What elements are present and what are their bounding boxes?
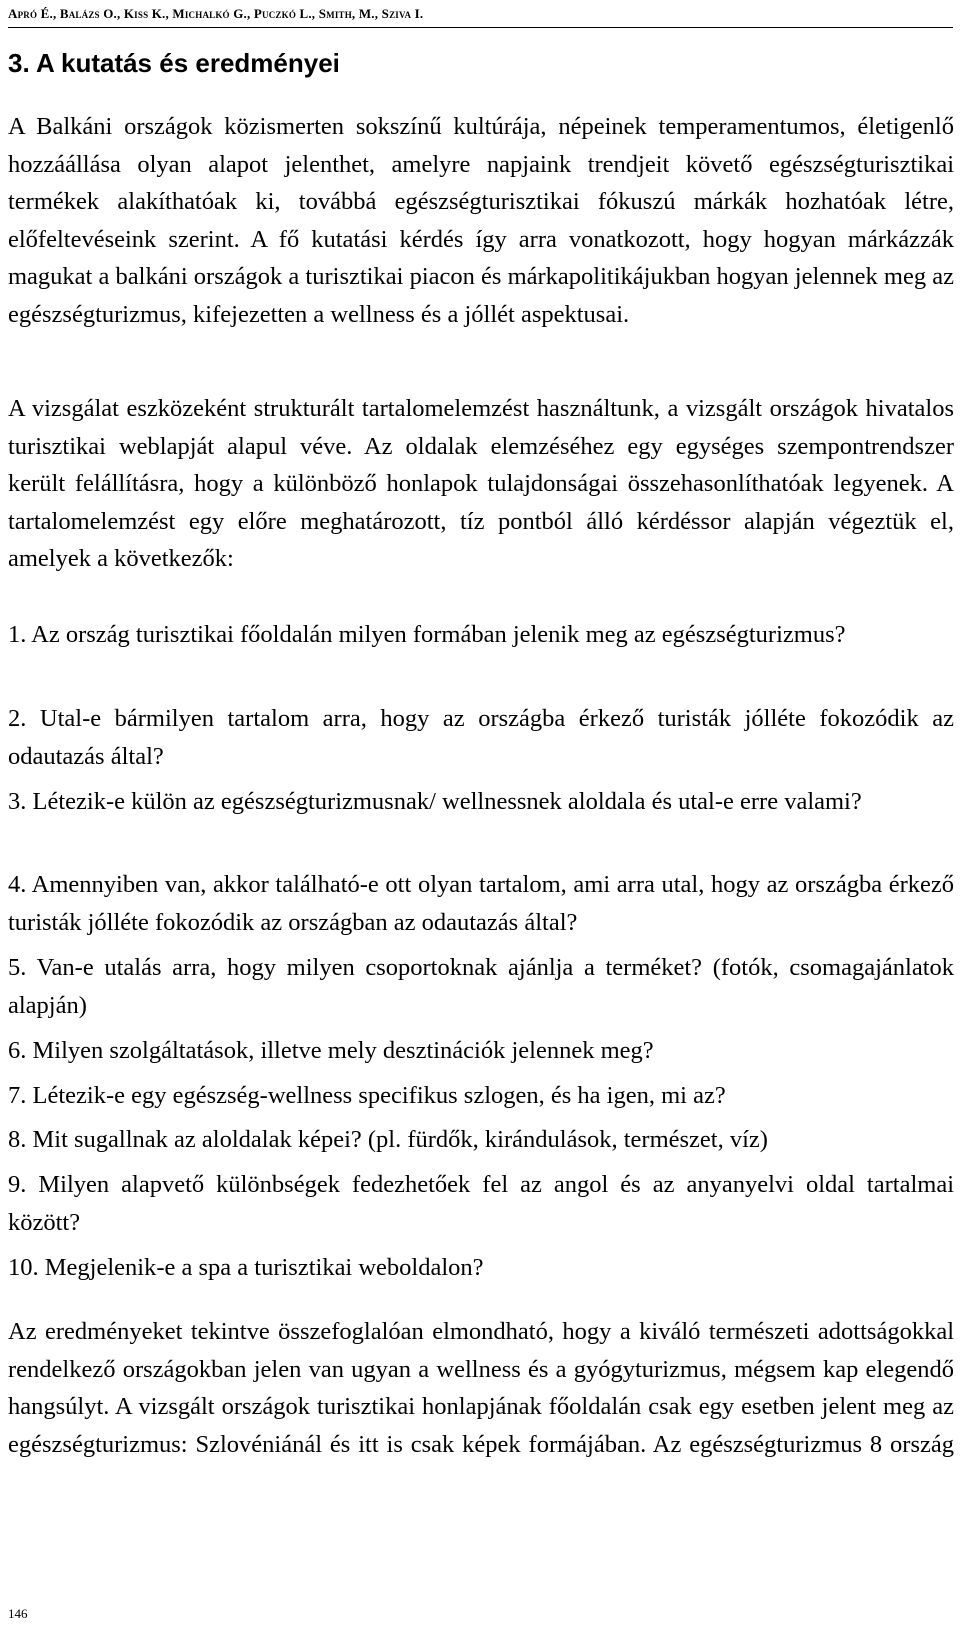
paragraph-results: Az eredményeket tekintve összefoglalóan elmondható, hogy a kiváló természeti adottságokkal rendelkező országokban jelen van ugyan a wellness és a gyógyturizmus, mégsem kap elegendő hangsúlyt. A vizsgált országok turisztikai honlapjának főoldalán csak egy esetben jelent meg az egészségturizmus: Szlovéniánál és itt is csak képek formájában. Az egészségturizmus 8 ország	[8, 1318, 954, 1458]
question-item: 8. Mit sugallnak az aloldalak képei? (pl. fürdők, kirándulások, természet, víz)	[8, 1126, 768, 1153]
page-number: 146	[8, 1606, 28, 1621]
section-title: 3. A kutatás és eredményei	[8, 48, 340, 78]
question-item: 7. Létezik-e egy egészség-wellness specifikus szlogen, és ha igen, mi az?	[8, 1082, 726, 1109]
question-item: 6. Milyen szolgáltatások, illetve mely desztinációk jelennek meg?	[8, 1037, 654, 1064]
question-item: 3. Létezik-e külön az egészségturizmusnak/ wellnessnek aloldala és utal-e erre valami?	[8, 788, 862, 815]
question-item: 5. Van-e utalás arra, hogy milyen csoportoknak ajánlja a terméket? (fotók, csomagajánlatok alapján)	[8, 954, 954, 1019]
running-header: Apró É., Balázs O., Kiss K., Michalkó G., Puczkó L., Smith, M., Sziva I.	[8, 6, 953, 28]
paragraph-intro: A Balkáni országok közismerten sokszínű kultúrája, népeinek temperamentumos, életigenlő hozzáállása olyan alapot jelenthet, amelyre napjaink trendjeit követő egészségturisztikai termékek alakíthatóak ki, továbbá egészségturisztikai fókuszú márkák hozhatóak létre, előfeltevéseink szerint. A fő kutatási kérdés így arra vonatkozott, hogy hogyan márkázzák magukat a balkáni országok a turisztikai piacon és márkapolitikájukban hogyan jelennek meg az egészségturizmus, kifejezetten a wellness és a jóllét aspektusai.	[8, 113, 954, 328]
paragraph-method: A vizsgálat eszközeként strukturált tartalomelemzést használtunk, a vizsgált országok hivatalos turisztikai weblapját alapul véve. Az oldalak elemzéséhez egy egységes szempontrendszer került felállításra, hogy a különböző honlapok tulajdonságai összehasonlíthatóak legyenek. A tartalomelemzést egy előre meghatározott, tíz pontból álló kérdéssor alapján végeztük el, amelyek a következők:	[8, 395, 954, 572]
question-item: 4. Amennyiben van, akkor található-e ott olyan tartalom, ami arra utal, hogy az országba érkező turisták jólléte fokozódik az országban az odautazás által?	[8, 871, 954, 936]
question-item: 10. Megjelenik-e a spa a turisztikai weboldalon?	[8, 1254, 484, 1281]
question-item: 2. Utal-e bármilyen tartalom arra, hogy az országba érkező turisták jólléte fokozódik az odautazás által?	[8, 705, 954, 770]
question-item: 1. Az ország turisztikai főoldalán milyen formában jelenik meg az egészségturizmus?	[8, 621, 846, 648]
question-item: 9. Milyen alapvető különbségek fedezhetőek fel az angol és az anyanyelvi oldal tartalmai között?	[8, 1171, 954, 1236]
